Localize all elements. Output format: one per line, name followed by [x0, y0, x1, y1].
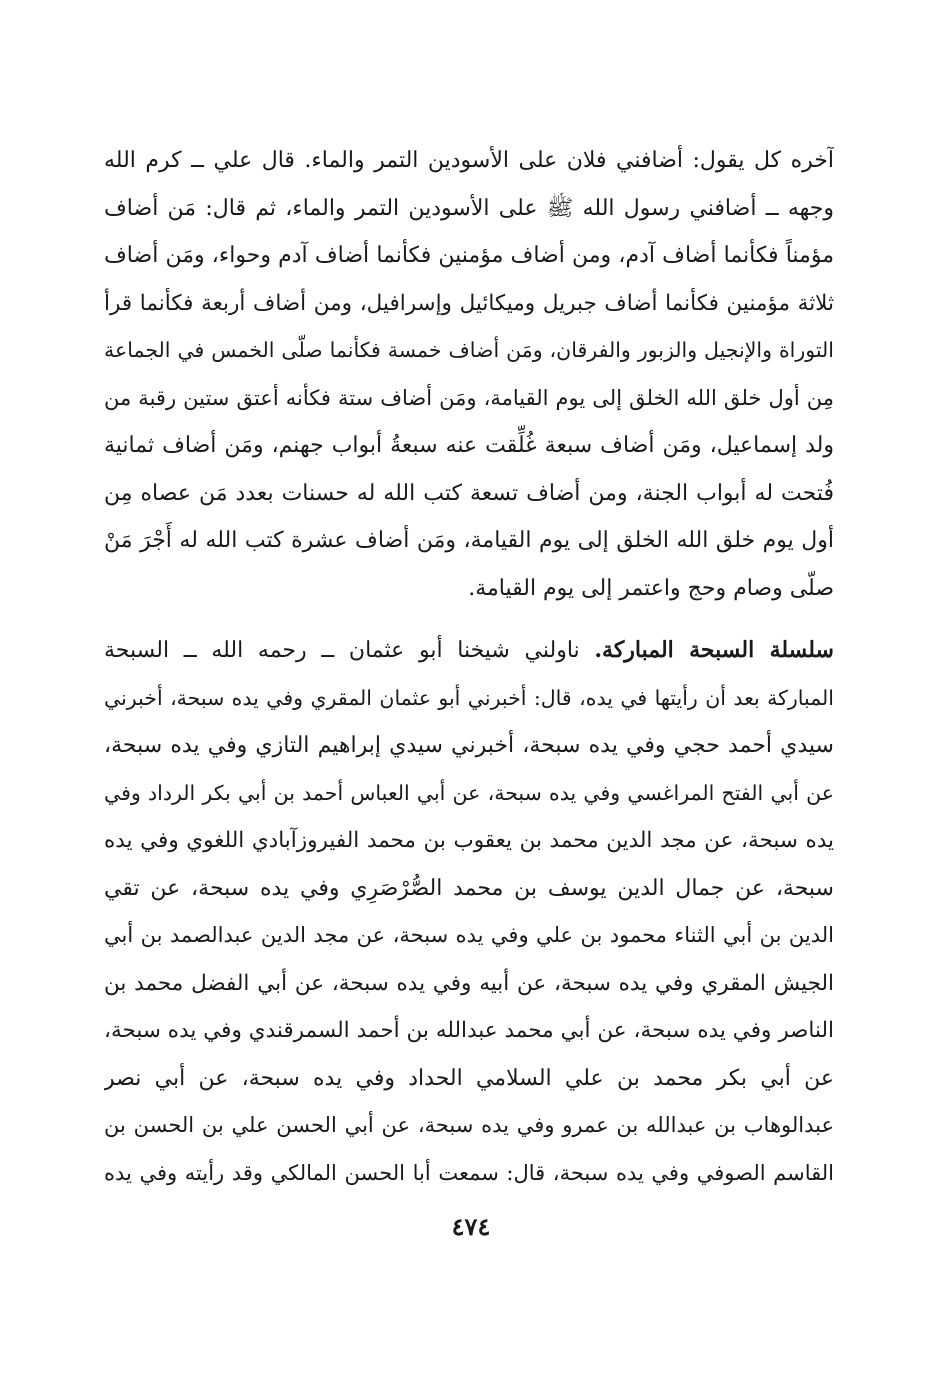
section-heading: سلسلة السبحة المباركة.: [594, 637, 834, 663]
text-line: وجهه ــ أضافني رسول الله ﷺ على الأسودين التمر والماء، ثم قال: مَن أضاف: [104, 195, 834, 221]
text-line: ولد إسماعيل، ومَن أضاف سبعة غُلِّقت عنه سبعةُ أبواب جهنم، ومَن أضاف ثمانية: [104, 433, 834, 458]
text-line: صلّى وصام وحج واعتمر إلى يوم القيامة.: [468, 575, 834, 601]
text-line: فُتحت له أبواب الجنة، ومن أضاف تسعة كتب الله له حسنات بعدد مَن عصاه مِن: [104, 480, 834, 506]
text-line-with-heading: [104, 627, 834, 675]
text-line: القاسم الصوفي وفي يده سبحة، قال: سمعت أبا الحسن المالكي وقد رأيته وفي يده: [104, 1160, 834, 1185]
text-line: المباركة بعد أن رأيتها في يده، قال: أخبرني أبو عثمان المقري وفي يده سبحة، أخبرني: [104, 685, 834, 710]
text-line: الناصر وفي يده سبحة، عن أبي محمد عبدالله بن أحمد السمرقندي وفي يده سبحة،: [104, 1018, 834, 1043]
text-line: سبحة، عن جمال الدين يوسف بن محمد الصُّرْصَرِي وفي يده سبحة، عن تقي: [104, 875, 834, 901]
text-line: الدين بن أبي الثناء محمود بن علي وفي يده سبحة، عن مجد الدين عبدالصمد بن أبي: [104, 923, 834, 947]
text-line: مِن أول خلق الله الخلق إلى يوم القيامة، ومَن أضاف ستة فكأنه أعتق ستين رقبة من: [104, 385, 834, 410]
paragraph-hospitality: [104, 137, 834, 612]
page-number: ٤٧٤: [451, 1212, 491, 1241]
text-line: عن أبي بكر محمد بن علي السلامي الحداد وفي يده سبحة، عن أبي نصر: [104, 1065, 834, 1091]
text-line: ثلاثة مؤمنين فكأنما أضاف جبريل وميكائيل وإسرافيل، ومن أضاف أربعة فكأنما قرأ: [104, 290, 834, 316]
text-line: التوراة والإنجيل والزبور والفرقان، ومَن أضاف خمسة فكأنما صلّى الخمس في الجماعة: [104, 338, 834, 362]
heading-line-text: ناولني شيخنا أبو عثمان ــ رحمه الله ــ السبحة: [104, 638, 580, 663]
text-line: يده سبحة، عن مجد الدين محمد بن يعقوب بن محمد الفيروزآبادي اللغوي وفي يده: [104, 828, 834, 853]
text-line: الجيش المقري وفي يده سبحة، عن أبيه وفي يده سبحة، عن أبي الفضل محمد بن: [104, 970, 834, 996]
text-line: أول يوم خلق الله الخلق إلى يوم القيامة، ومَن أضاف عشرة كتب الله له أَجْرَ مَنْ: [104, 528, 834, 553]
paragraph-rosary-chain: [104, 627, 834, 1197]
text-line: عن أبي الفتح المراغسي وفي يده سبحة، عن أبي العباس أحمد بن أبي بكر الرداد وفي: [104, 780, 834, 805]
text-line: سيدي أحمد حجي وفي يده سبحة، أخبرني سيدي إبراهيم التازي وفي يده سبحة،: [104, 733, 834, 758]
text-line: عبدالوهاب بن عبدالله بن عمرو وفي يده سبحة، عن أبي الحسن علي بن الحسن بن: [104, 1113, 834, 1137]
text-line: مؤمناً فكأنما أضاف آدم، ومن أضاف مؤمنين فكأنما أضاف آدم وحواء، ومَن أضاف: [104, 243, 834, 268]
text-line: آخره كل يقول: أضافني فلان على الأسودين التمر والماء. قال علي ــ كرم الله: [104, 148, 834, 173]
